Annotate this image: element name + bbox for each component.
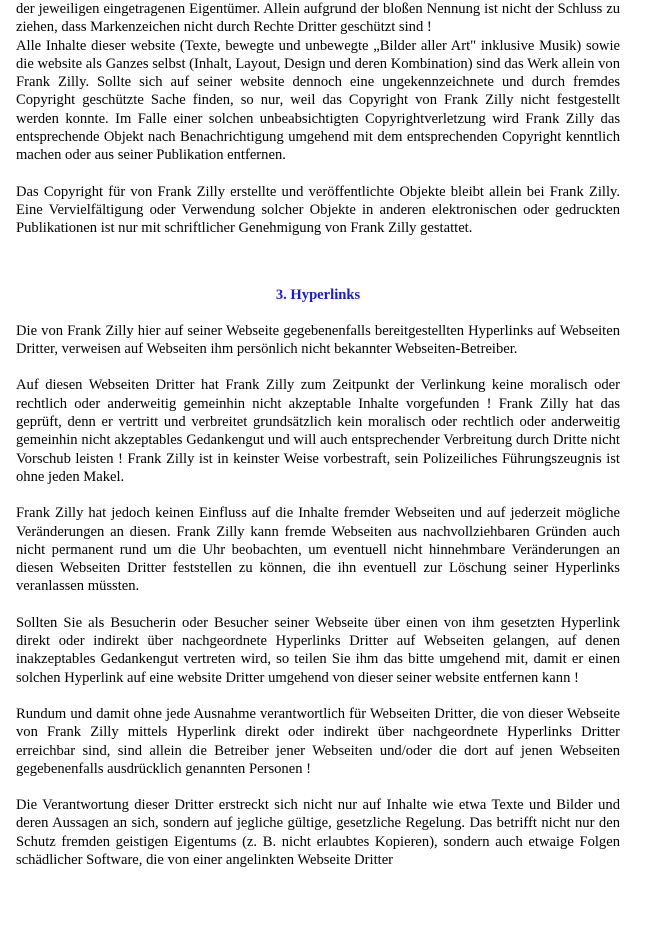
paragraph-spacer: [16, 596, 620, 614]
paragraph-content-ownership: Alle Inhalte dieser website (Texte, bewegte und unbewegte „Bilder aller Art" inklusive Musik) sowie die website als Ganzes selbst (Inhalt, Layout, Design und deren Kombination) sind das Werk allein von Frank Zilly. Sollte sich auf seiner website dennoch eine ungekennzeichnete und durch fremdes Copyright geschützte Sache finden, so nur, weil das Copyright von Frank Zilly nicht festgestellt werden konnte. Im Falle einer solchen unbeabsichtigten Copyrightverletzung wird Frank Zilly das entsprechende Objekt nach Benachrichtigung umgehend mit dem entsprechenden Copyright kenntlich machen oder aus seiner Publikation entfernen.: [16, 37, 620, 164]
paragraph-hyperlinks-checked: Auf diesen Webseiten Dritter hat Frank Zilly zum Zeitpunkt der Verlinkung keine moralisch oder rechtlich oder anderweitig gemeinhin nicht akzeptable Inhalte vorgefunden ! Frank Zilly hat das geprüft, denn er vertritt und verbreitet grundsätzlich kein moralisch oder rechtlich oder anderweitig gemeinhin nicht akzeptables Gedankengut und will auch entsprechender Verbreitung durch Dritte nicht Vorschub leisten ! Frank Zilly ist in keinster Weise vorbestraft, sein Polizeiliches Führungszeugnis ist ohne jeden Makel.: [16, 377, 620, 485]
paragraph-spacer: [16, 778, 620, 796]
paragraph-hyperlinks-report: Sollten Sie als Besucherin oder Besucher seiner Webseite über einen von ihm gesetzten Hyperlink direkt oder indirekt über nachgeordnete Hyperlinks Dritter auf Webseiten gelangen, auf denen inakzeptables Gedankengut vertreten wird, so teilen Sie ihm das bitte umgehend mit, damit er einen solchen Hyperlink auf eine website Dritter umgehend von dieser seiner website entfernen kann !: [16, 614, 620, 686]
paragraph-hyperlinks-responsibility: Rundum und damit ohne jede Ausnahme verantwortlich für Webseiten Dritter, die von dieser Webseite von Frank Zilly mittels Hyperlink direkt oder indirekt über nachgeordnete Hyperlinks Dritter erreichbar sind, sind allein die Betreiber jener Webseiten und/oder die dort auf jenen Webseiten gegebenenfalls ausdrücklich genannten Personen !: [16, 705, 620, 777]
heading-spacer: [16, 304, 620, 322]
paragraph-hyperlinks-scope: Die Verantwortung dieser Dritter erstreckt sich nicht nur auf Inhalte wie etwa Texte und Bilder und deren Aussagen an sich, sondern auf jegliche gültige, gesetzliche Regelung. Das betrifft nicht nur den Schutz fremden geistigen Eigentums (z. B. nicht erlaubtes Kopieren), sondern auch etwaige Folgen schädlicher Software, die von einer angelinkten Webseite Dritter: [16, 797, 620, 868]
paragraph-spacer: [16, 687, 620, 705]
paragraph-copyright: Das Copyright für von Frank Zilly erstellte und veröffentlichte Objekte bleibt allein bei Frank Zilly. Eine Vervielfältigung oder Verwendung solcher Objekte in anderen elektronischen oder gedruckten Publikationen ist nur mit schriftlicher Genehmigung von Frank Zilly gestattet.: [16, 183, 620, 237]
section-spacer: [16, 238, 620, 286]
paragraph-hyperlinks-intro: Die von Frank Zilly hier auf seiner Webseite gegebenenfalls bereitgestellten Hyperlinks auf Webseiten Dritter, verweisen auf Webseiten ihm persönlich nicht bekannter Webseiten-Betreiber.: [16, 322, 620, 358]
document-page: [16, 0, 620, 869]
paragraph-hyperlinks-no-influence: Frank Zilly hat jedoch keinen Einfluss auf die Inhalte fremder Webseiten und auf jederzeit mögliche Veränderungen an diesen. Frank Zilly kann fremde Webseiten aus nachvollziehbaren Gründen auch nicht permanent rund um die Uhr beobachten, um eventuell nicht hinnehmbare Veränderungen an diesen Webseiten Dritter feststellen zu können, die ihn eventuell zur Löschung seiner Hyperlinks veranlassen müssten.: [16, 505, 620, 595]
section-heading-hyperlinks: 3. Hyperlinks: [275, 286, 361, 303]
paragraph-spacer: [16, 358, 620, 376]
paragraph-spacer: [16, 486, 620, 504]
paragraph-trademark-end: der jeweiligen eingetragenen Eigentümer. Allein aufgrund der bloßen Nennung ist nicht der Schluss zu ziehen, dass Markenzeichen nicht durch Rechte Dritter geschützt sind !: [16, 1, 620, 36]
paragraph-spacer: [16, 165, 620, 183]
